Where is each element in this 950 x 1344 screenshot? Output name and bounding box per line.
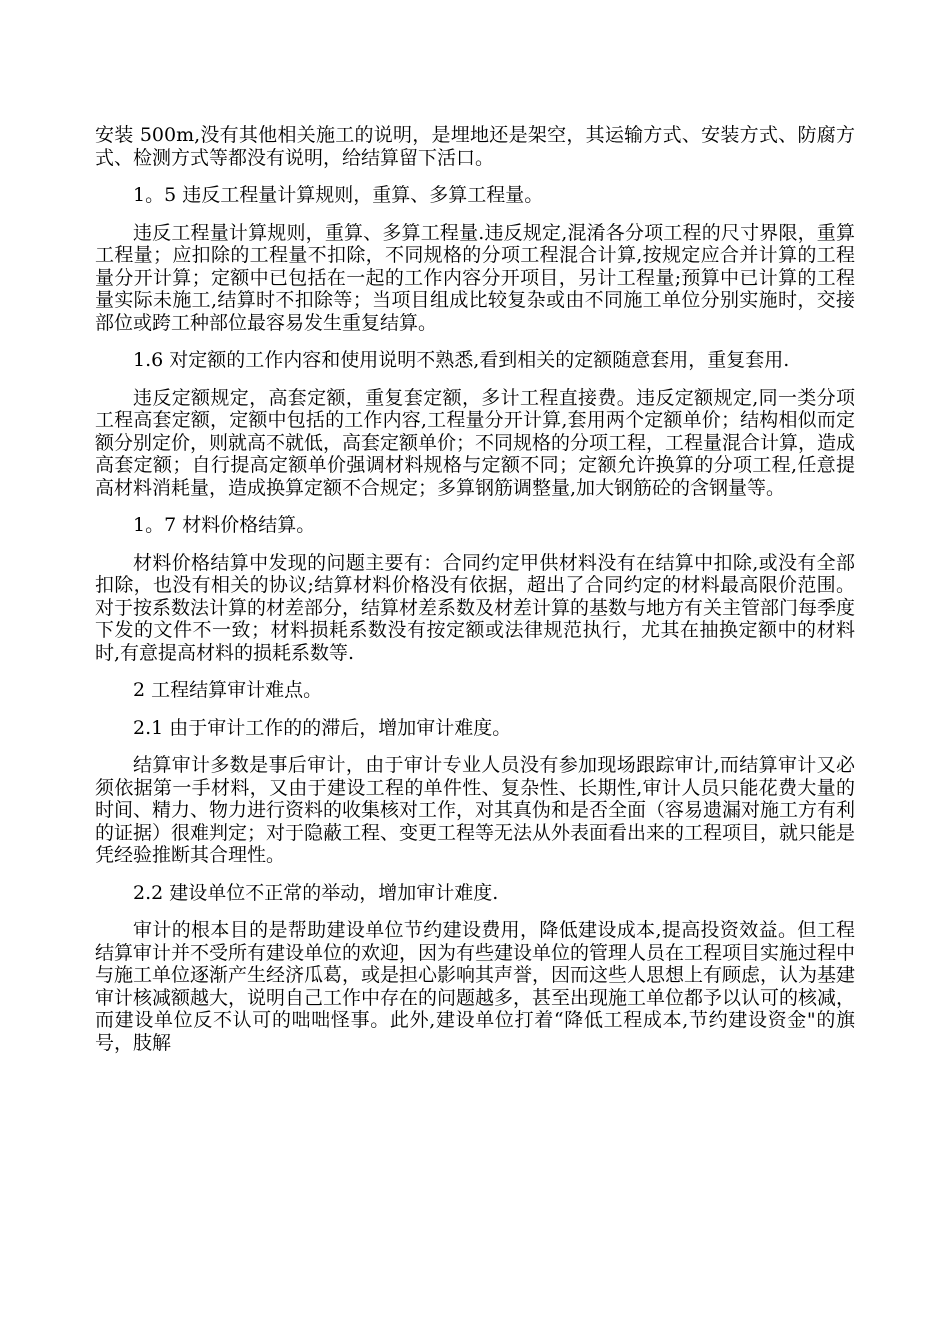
paragraph-body: 结算审计多数是事后审计，由于审计专业人员没有参加现场跟踪审计,而结算审计又必须依据第一手材料，又由于建设工程的单件性、复杂性、长期性,审计人员只能花费大量的时间、精力、物力进行资料的收集核对工作，对其真伪和是否全面（容易遗漏对施工方有利的证据）很难判定；对于隐蔽工程、变更工程等无法从外表面看出来的工程项目，就只能是凭经验推断其合理性。 [95, 754, 856, 866]
section-heading-2-1: 2.1 由于审计工作的的滞后，增加审计难度。 [133, 716, 512, 739]
section-heading-2-2: 2.2 建设单位不正常的举动，增加审计难度. [133, 881, 499, 904]
section-heading-2: 2 工程结算审计难点。 [133, 679, 323, 701]
section-heading-1-7: 1。7 材料价格结算。 [133, 514, 316, 536]
section-heading-1-6: 1.6 对定额的工作内容和使用说明不熟悉,看到相关的定额随意套用，重复套用. [133, 349, 790, 371]
paragraph-body: 审计的根本目的是帮助建设单位节约建设费用，降低建设成本,提高投资效益。但工程结算审计并不受所有建设单位的欢迎，因为有些建设单位的管理人员在工程项目实施过程中与施工单位逐渐产生经济瓜葛，或是担心影响其声誉，因而这些人思想上有顾虑，认为基建审计核减额越大，说明自己工作中存在的问题越多，甚至出现施工单位都予以认可的核减，而建设单位反不认可的咄咄怪事。此外,建设单位打着“降低工程成本,节约建设资金"的旗号，肢解 [95, 919, 856, 1054]
paragraph-body: 违反工程量计算规则，重算、多算工程量.违反规定,混淆各分项工程的尺寸界限，重算工程量；应扣除的工程量不扣除，不同规格的分项工程混合计算,按规定应合并计算的工程量分开计算；定额中已包括在一起的工作内容分开项目，另计工程量;预算中已计算的工程量实际未施工,结算时不扣除等；当项目组成比较复杂或由不同施工单位分别实施时，交接部位或跨工种部位最容易发生重复结算。 [95, 221, 855, 334]
paragraph-body: 材料价格结算中发现的问题主要有：合同约定甲供材料没有在结算中扣除,或没有全部扣除，也没有相关的协议;结算材料价格没有依据，超出了合同约定的材料最高限价范围。对于按系数法计算的材差部分，结算材差系数及材差计算的基数与地方有关主管部门每季度下发的文件不一致；材料损耗系数没有按定额或法律规范执行，尤其在抽换定额中的材料时,有意提高材料的损耗系数等. [95, 551, 856, 664]
paragraph-continued: 安装 500m,没有其他相关施工的说明，是埋地还是架空，其运输方式、安装方式、防腐方式、检测方式等都没有说明，给结算留下活口。 [95, 124, 855, 169]
section-heading-1-5: 1。5 违反工程量计算规则，重算、多算工程量。 [133, 184, 544, 206]
document-page [95, 124, 855, 1069]
paragraph-body: 违反定额规定，高套定额，重复套定额，多计工程直接费。违反定额规定,同一类分项工程高套定额，定额中包括的工作内容,工程量分开计算,套用两个定额单价；结构相似而定额分别定价，则就高不就低，高套定额单价；不同规格的分项工程，工程量混合计算，造成高套定额；自行提高定额单价强调材料规格与定额不同；定额允许换算的分项工程,任意提高材料消耗量，造成换算定额不合规定；多算钢筋调整量,加大钢筋砼的含钢量等。 [95, 386, 856, 499]
